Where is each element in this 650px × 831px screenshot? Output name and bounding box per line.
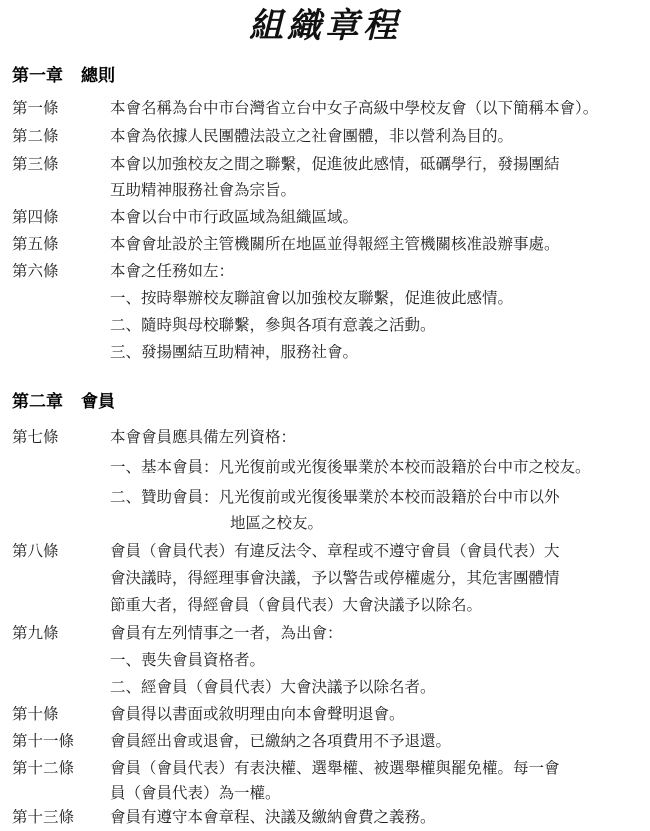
article-2-text: 本會為依據人民團體法設立之社會團體，非以營利為目的。 <box>110 127 514 145</box>
article-8-text: 會員（會員代表）有違反法令、章程或不遵守會員（會員代表）大 <box>110 542 560 560</box>
chapter-1-heading <box>12 65 115 87</box>
article-9-item-2: 二、經會員（會員代表）大會決議予以除名者。 <box>110 678 436 696</box>
chapter-2-name: 會員 <box>81 392 115 412</box>
article-2-label: 第二條 <box>12 127 59 145</box>
article-11-text: 會員經出會或退會，已繳納之各項費用不予退還。 <box>110 732 452 750</box>
article-9-label: 第九條 <box>12 624 59 642</box>
article-5-label: 第五條 <box>12 235 59 253</box>
article-12-text-cont: 員（會員代表）為一權。 <box>110 784 281 802</box>
article-9-text: 會員有左列情事之一者，為出會： <box>110 624 343 642</box>
chapter-1-number: 第一章 <box>12 66 63 86</box>
article-11-label: 第十一條 <box>12 732 75 750</box>
article-6-item-2: 二、隨時與母校聯繫，參與各項有意義之活動。 <box>110 316 436 334</box>
article-1-text: 本會名稱為台中市台灣省立台中女子高級中學校友會（以下簡稱本會）。 <box>110 99 599 117</box>
article-10-text: 會員得以書面或敘明理由向本會聲明退會。 <box>110 705 405 723</box>
article-7-item-2-cont: 地區之校友。 <box>230 514 324 532</box>
article-4-label: 第四條 <box>12 208 59 226</box>
article-7-item-1: 一、基本會員：凡光復前或光復後畢業於本校而設籍於台中市之校友。 <box>110 458 591 476</box>
article-1-label: 第一條 <box>12 99 59 117</box>
article-10-label: 第十條 <box>12 705 59 723</box>
chapter-2-heading <box>12 391 115 413</box>
article-4-text: 本會以台中市行政區域為組織區域。 <box>110 208 359 226</box>
article-7-label: 第七條 <box>12 428 59 446</box>
article-12-text: 會員（會員代表）有表決權、選舉權、被選舉權與罷免權。每一會 <box>110 759 560 777</box>
article-13-text: 會員有遵守本會章程、決議及繳納會費之義務。 <box>110 808 436 826</box>
chapter-2-number: 第二章 <box>12 392 63 412</box>
article-9-item-1: 一、喪失會員資格者。 <box>110 651 266 669</box>
article-6-item-1: 一、按時舉辦校友聯誼會以加強校友聯繫，促進彼此感情。 <box>110 289 514 307</box>
article-3-text: 本會以加強校友之間之聯繫，促進彼此感情，砥礪學行，發揚團結 <box>110 155 560 173</box>
article-5-text: 本會會址設於主管機關所在地區並得報經主管機關核准設辦事處。 <box>110 235 560 253</box>
article-8-label: 第八條 <box>12 542 59 560</box>
article-8-text-cont-1: 會決議時，得經理事會決議，予以警告或停權處分，其危害團體情 <box>110 569 560 587</box>
article-13-label: 第十三條 <box>12 808 75 826</box>
article-8-text-cont-2: 節重大者，得經會員（會員代表）大會決議予以除名。 <box>110 596 483 614</box>
document-title: 組織章程 <box>249 6 401 46</box>
article-6-item-3: 三、發揚團結互助精神，服務社會。 <box>110 343 359 361</box>
article-6-text: 本會之任務如左： <box>110 262 235 280</box>
article-6-label: 第六條 <box>12 262 59 280</box>
article-3-label: 第三條 <box>12 155 59 173</box>
article-12-label: 第十二條 <box>12 759 75 777</box>
article-7-item-2: 二、贊助會員：凡光復前或光復後畢業於本校而設籍於台中市以外 <box>110 488 560 506</box>
article-7-text: 本會會員應具備左列資格： <box>110 428 297 446</box>
article-3-text-cont: 互助精神服務社會為宗旨。 <box>110 181 297 199</box>
chapter-1-name: 總則 <box>81 66 115 86</box>
